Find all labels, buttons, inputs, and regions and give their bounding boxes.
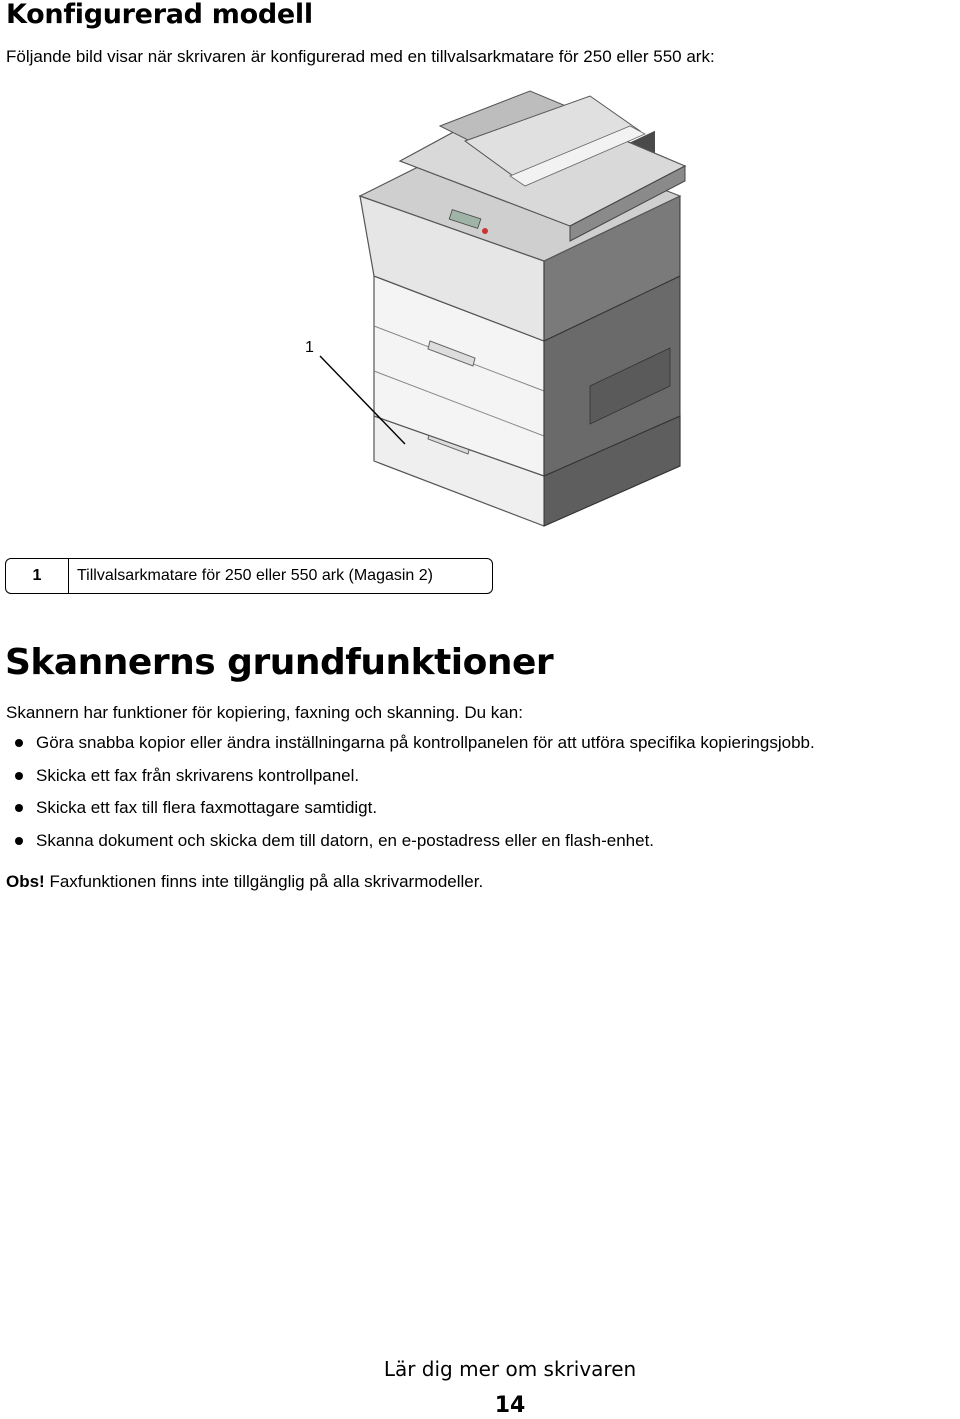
callout-table-text: Tillvalsarkmatare för 250 eller 550 ark (Magasin 2) <box>77 567 433 584</box>
page-heading: Konfigurerad modell <box>6 0 313 30</box>
callout-table <box>5 558 493 594</box>
list-item: Skanna dokument och skicka dem till datorn, en e-postadress eller en flash-enhet. <box>6 830 815 863</box>
bullet-icon <box>15 739 23 747</box>
list-item: Göra snabba kopior eller ändra inställningarna på kontrollpanelen för att utföra specifika kopieringsjobb. <box>6 732 815 765</box>
note <box>6 871 483 893</box>
intro-text: Följande bild visar när skrivaren är konfigurerad med en tillvalsarkmatare för 250 eller 550 ark: <box>6 47 715 66</box>
footer-chapter-title: Lär dig mer om skrivaren <box>383 1357 637 1381</box>
list-item: Skicka ett fax från skrivarens kontrollpanel. <box>6 765 815 798</box>
figure-callout-number: 1 <box>305 339 314 356</box>
footer-page-number: 14 <box>494 1393 526 1418</box>
feature-list <box>6 732 815 863</box>
section-heading: Skannerns grundfunktioner <box>5 642 554 683</box>
section-lead: Skannern har funktioner för kopiering, faxning och skanning. Du kan: <box>6 703 523 722</box>
bullet-icon <box>15 772 23 780</box>
bullet-icon <box>15 837 23 845</box>
list-item: Skicka ett fax till flera faxmottagare samtidigt. <box>6 797 815 830</box>
callout-table-number: 1 <box>6 559 69 593</box>
bullet-icon <box>15 804 23 812</box>
note-text: Faxfunktionen finns inte tillgänglig på alla skrivarmodeller. <box>44 872 484 891</box>
note-label: Obs! <box>6 872 45 891</box>
printer-illustration <box>290 86 730 536</box>
